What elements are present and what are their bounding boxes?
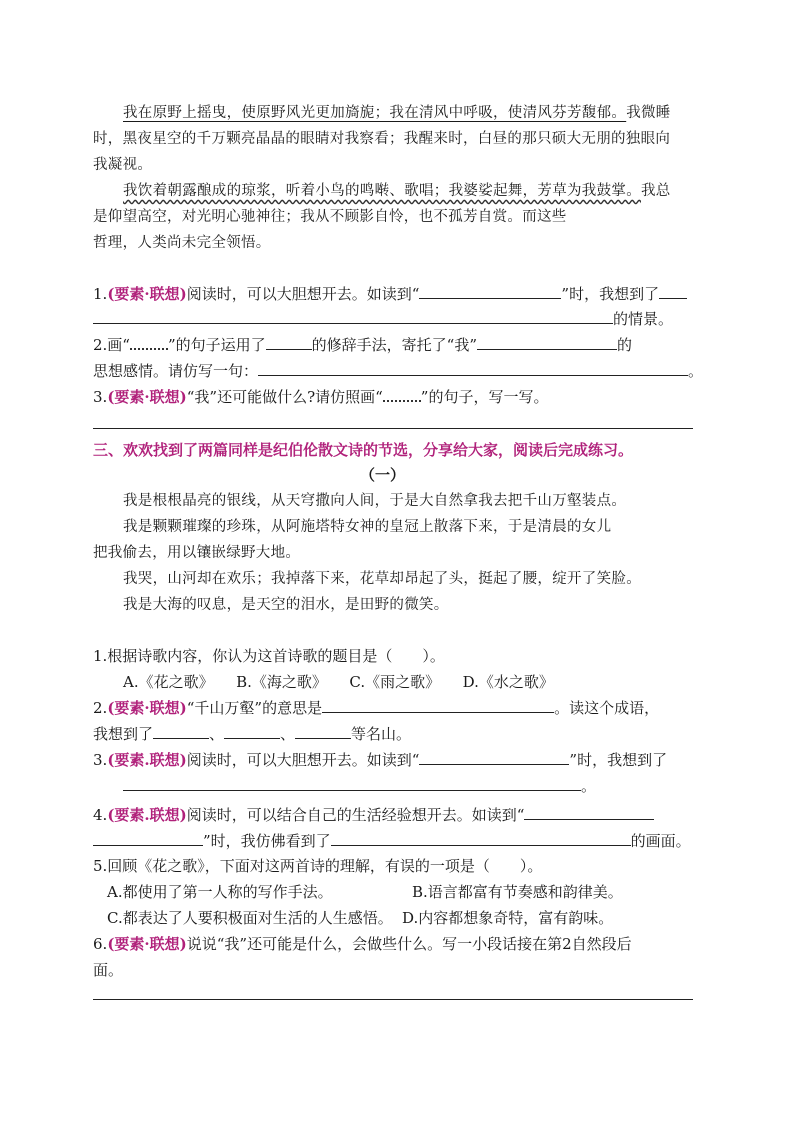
answer-line[interactable] — [93, 428, 693, 429]
question-number: 4. — [93, 806, 108, 824]
passage-line: 是仰望高空，对光明心驰神往；我从不顾影自怜，也不孤芳自赏。而这些 — [93, 209, 567, 225]
question-text: 说说“我”还可能是什么，会做些什么。写一小段话接在第2自然段后 — [186, 935, 632, 953]
question-text: ”时，我想到了 — [569, 751, 668, 769]
option-a[interactable]: A.都使用了第一人称的写作手法。 — [107, 883, 333, 901]
answer-blank[interactable] — [93, 829, 203, 846]
question-text: 阅读时，可以大胆想开去。如读到“ — [186, 285, 420, 303]
question-2-3 — [93, 747, 703, 773]
question-2-5: 5.回顾《花之歌》，下面对这两首诗的理解，有误的一项是（ ）。 — [93, 857, 543, 875]
question-number: 3. — [93, 388, 108, 406]
answer-blank[interactable] — [659, 282, 687, 299]
question-text: 的 — [617, 336, 633, 354]
wavy-sentence: 我饮着朝露酿成的琼浆，听着小鸟的鸣啭、歌唱；我婆娑起舞，芳草为我鼓掌。 — [123, 183, 641, 199]
poem-line: 我是颗颗璀璨的珍珠，从阿施塔特女神的皇冠上散落下来，于是清晨的女儿 — [123, 519, 612, 535]
question-text: “我”还可能做什么?请仿照画“ — [186, 388, 383, 406]
answer-blank[interactable] — [419, 748, 569, 765]
question-3 — [93, 384, 703, 410]
passage-text: 我微睡 — [626, 105, 671, 121]
answer-blank[interactable] — [153, 722, 209, 739]
tag-label: (要素.联想) — [107, 751, 187, 769]
passage-text: 我总 — [641, 183, 671, 199]
tag-label: (要素·联想) — [107, 935, 187, 953]
question-number: 2. — [93, 699, 108, 717]
question-2-6 — [93, 931, 703, 957]
question-number: 1. — [93, 285, 108, 303]
question-text: 。 — [581, 777, 597, 795]
tag-label: (要素·联想) — [107, 285, 187, 303]
question-text: 我想到了 — [93, 725, 154, 743]
question-2-6-cont: 面。 — [93, 961, 124, 979]
question-text: ”时，我想到了 — [561, 285, 660, 303]
passage-line — [123, 178, 733, 204]
section-subheading: （一） — [360, 466, 406, 484]
section-heading: 三、欢欢找到了两篇同样是纪伯伦散文诗的节选，分享给大家，阅读后完成练习。 — [93, 441, 634, 459]
poem-line: 把我偷去，用以镶嵌绿野大地。 — [93, 545, 301, 561]
question-text: 。 — [688, 362, 704, 380]
answer-blank[interactable] — [477, 333, 617, 350]
question-2-2 — [93, 695, 703, 721]
question-text: 的修辞手法，寄托了“我” — [311, 336, 477, 354]
answer-blank[interactable] — [524, 803, 654, 820]
wavy-mark-sample — [130, 338, 168, 350]
tag-label: (要素.联想) — [107, 806, 187, 824]
question-text: 阅读时，可以大胆想开去。如读到“ — [186, 751, 420, 769]
question-text: 2.画“ — [93, 336, 130, 354]
wavy-mark-sample — [383, 390, 421, 402]
answer-blank[interactable] — [322, 696, 554, 713]
separator: 、 — [280, 725, 296, 743]
question-text: 思想感情。请仿写一句： — [93, 362, 259, 380]
question-2-4 — [93, 802, 703, 828]
question-text: 阅读时，可以结合自己的生活经验想开去。如读到“ — [186, 806, 525, 824]
question-text: ”的句子运用了 — [167, 336, 266, 354]
underlined-sentence: 我在原野上摇曳，使原野风光更加旖旎；我在清风中呼吸，使清风芬芳馥郁。 — [123, 105, 627, 121]
answer-blank[interactable] — [295, 722, 351, 739]
poem-line: 我是大海的叹息，是天空的泪水，是田野的微笑。 — [123, 597, 449, 613]
answer-line[interactable] — [93, 999, 693, 1000]
question-text: “千山万壑”的意思是 — [186, 699, 323, 717]
passage-line: 哲理，人类尚未完全领悟。 — [93, 235, 271, 251]
answer-blank[interactable] — [331, 829, 631, 846]
poem-line: 我是根根晶亮的银线，从天穹撒向人间，于是大自然拿我去把千山万壑装点。 — [123, 493, 627, 509]
passage-line — [123, 100, 733, 126]
answer-blank[interactable] — [224, 722, 280, 739]
question-1 — [93, 281, 703, 307]
question-2-1: 1.根据诗歌内容，你认为这首诗歌的题目是（ ）。 — [93, 647, 445, 665]
passage-line: 我凝视。 — [93, 157, 153, 173]
answer-blank[interactable] — [419, 282, 561, 299]
option-b[interactable]: B.语言都富有节奏感和韵律美。 — [412, 883, 623, 901]
option-d[interactable]: D.内容都想象奇特，富有韵味。 — [402, 909, 614, 927]
question-2-1-options[interactable]: A.《花之歌》 B.《海之歌》 C.《雨之歌》 D.《水之歌》 — [123, 673, 554, 691]
question-2-cont — [93, 358, 703, 384]
question-text: ”时，我仿佛看到了 — [203, 832, 331, 850]
tag-label: (要素·联想) — [107, 388, 187, 406]
answer-blank[interactable] — [123, 774, 581, 791]
question-text: 。读这个成语， — [554, 699, 660, 717]
question-text: 等名山。 — [351, 725, 412, 743]
tag-label: (要素·联想) — [107, 699, 187, 717]
passage-line: 时，黑夜星空的千万颗亮晶晶的眼睛对我察看；我醒来时，白昼的那只硕大无朋的独眼向 — [93, 131, 671, 147]
option-c[interactable]: C.都表达了人要积极面对生活的人生感悟。 — [107, 909, 393, 927]
question-1-cont — [93, 306, 703, 332]
question-text: 的画面。 — [630, 832, 691, 850]
answer-blank[interactable] — [93, 307, 613, 324]
question-text: 的情景。 — [613, 310, 674, 328]
question-2-4-cont — [93, 828, 703, 854]
question-2 — [93, 332, 703, 358]
question-2-3-cont — [123, 773, 733, 799]
question-number: 3. — [93, 751, 108, 769]
question-number: 6. — [93, 935, 108, 953]
question-text: ”的句子，写一写。 — [420, 388, 549, 406]
answer-blank[interactable] — [258, 359, 688, 376]
question-2-2-cont — [93, 721, 703, 747]
answer-blank[interactable] — [266, 333, 312, 350]
poem-line: 我哭，山河却在欢乐；我掉落下来，花草却昂起了头，挺起了腰，绽开了笑脸。 — [123, 571, 641, 587]
separator: 、 — [209, 725, 225, 743]
